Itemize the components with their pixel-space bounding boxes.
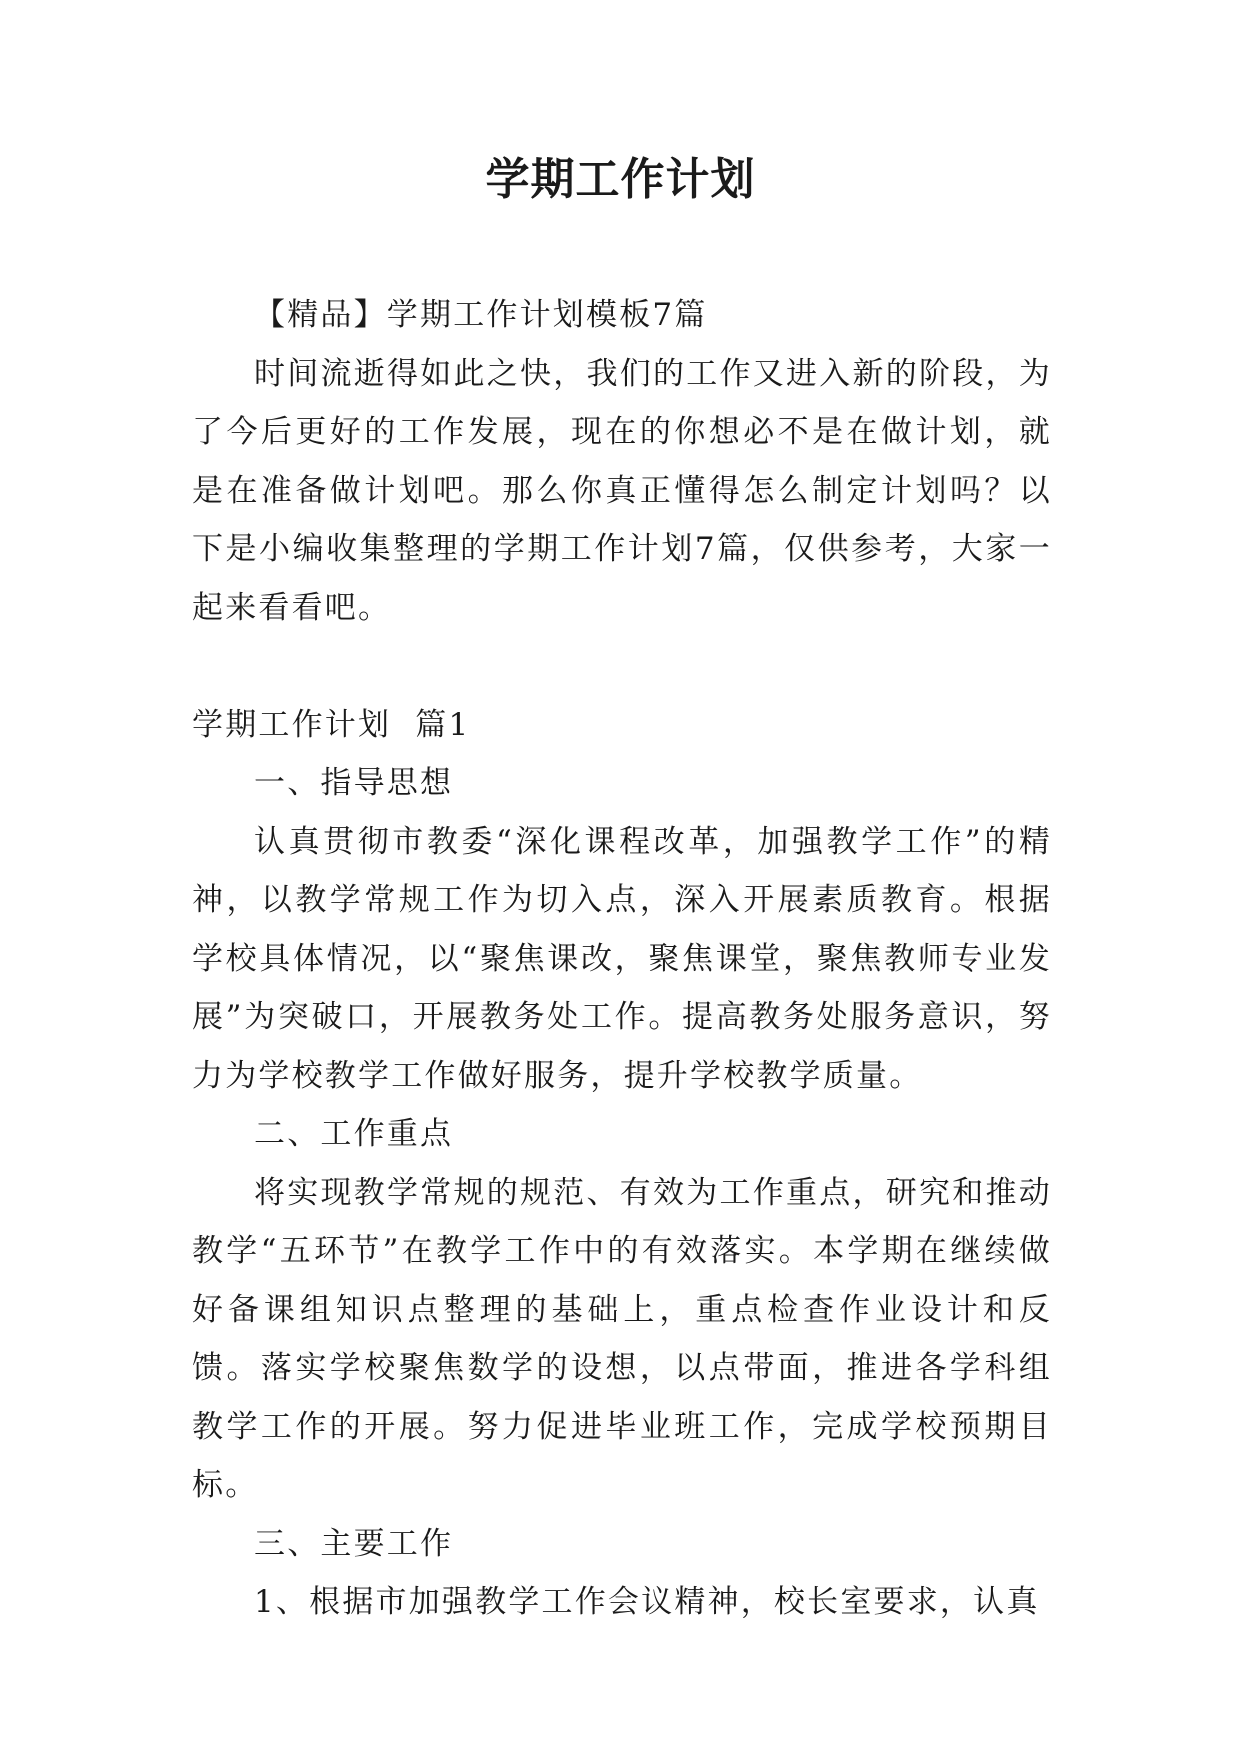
paragraph-guiding-ideology: 认真贯彻市教委“深化课程改革，加强教学工作”的精神，以教学常规工作为切入点，深入开展素质教育。根据学校具体情况，以“聚焦课改，聚焦课堂，聚焦教师专业发展”为突破口，开展教务处工作。提高教务处服务意识，努力为学校教学工作做好服务，提升学校教学质量。 xyxy=(192,823,1052,1094)
paragraph-work-focus: 将实现教学常规的规范、有效为工作重点，研究和推动教学“五环节”在教学工作中的有效落实。本学期在继续做好备课组知识点整理的基础上，重点检查作业设计和反馈。落实学校聚焦数学的设想，以点带面，推进各学科组教学工作的开展。努力促进毕业班工作，完成学校预期目标。 xyxy=(192,1174,1052,1503)
heading-work-focus: 二、工作重点 xyxy=(254,1116,454,1152)
blank-line xyxy=(192,637,1052,696)
document-body xyxy=(192,286,1052,1632)
heading-guiding-ideology: 一、指导思想 xyxy=(254,765,454,801)
document-title: 学期工作计划 xyxy=(485,154,756,205)
section-heading: 学期工作计划 篇1 xyxy=(192,706,471,743)
heading-main-work: 三、主要工作 xyxy=(254,1525,454,1562)
paragraph-main-work-1: 1、根据市加强教学工作会议精神，校长室要求，认真 xyxy=(254,1584,1040,1620)
intro-paragraph: 时间流逝得如此之快，我们的工作又进入新的阶段，为了今后更好的工作发展，现在的你想必不是在做计划，就是在准备做计划吧。那么你真正懂得怎么制定计划吗？以下是小编收集整理的学期工作计划7篇，仅供参考，大家一起来看看吧。 xyxy=(192,355,1052,626)
subtitle-paragraph: 【精品】学期工作计划模板7篇 xyxy=(254,297,708,333)
